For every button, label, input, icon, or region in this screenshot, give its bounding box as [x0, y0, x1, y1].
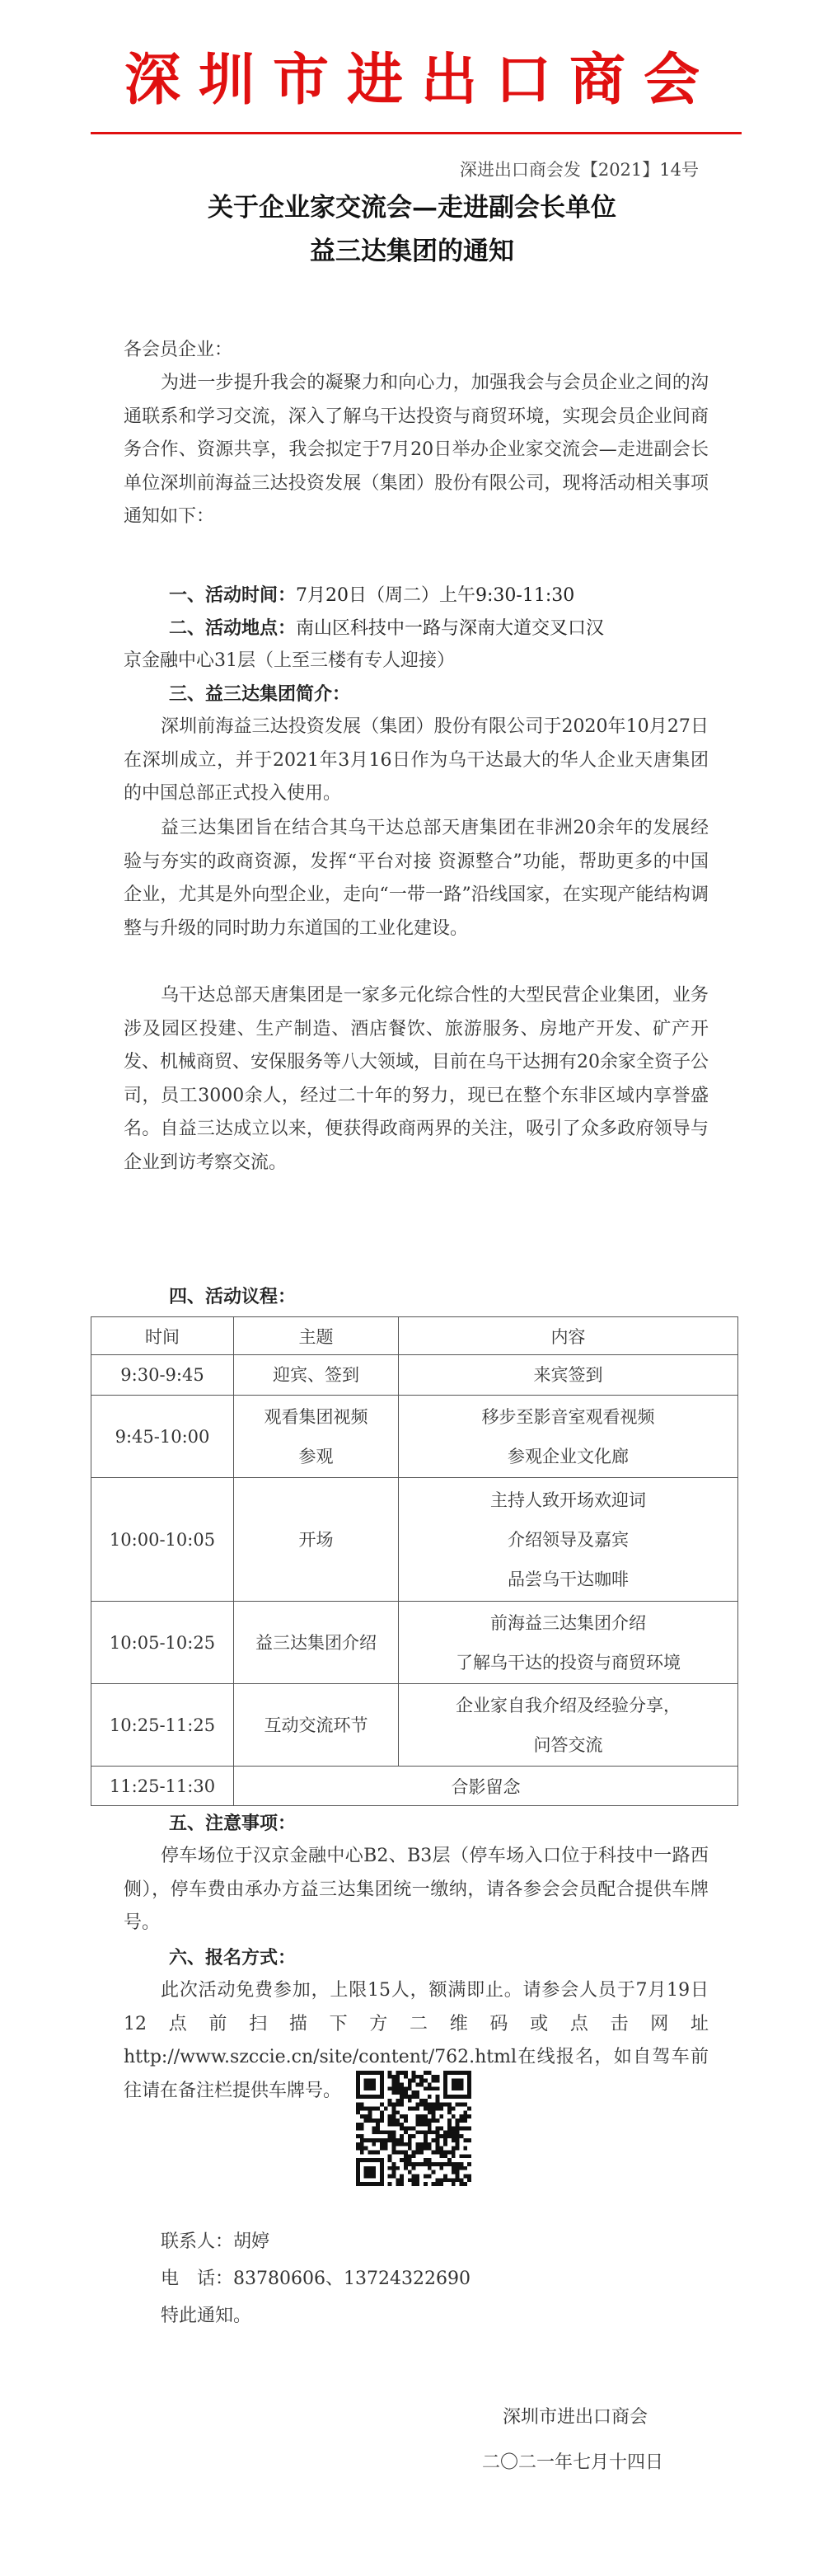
row-theme-line: 观看集团视频 [264, 1406, 368, 1427]
intro-paragraph: 为进一步提升我会的凝聚力和向心力，加强我会与会员企业之间的沟通联系和学习交流，深入了解乌干达投资与商贸环境，实现会员企业间商务合作、资源共享，我会拟定于7月20日举办企业家交流会—走进副会长单位深圳前海益三达投资发展（集团）股份有限公司，现将活动相关事项通知如下： [124, 373, 709, 527]
row-theme [234, 1602, 399, 1684]
section-notes-heading [169, 1807, 296, 1841]
table-row [91, 1396, 738, 1478]
row-time: 9:45-10:00 [91, 1396, 234, 1478]
section-time [169, 579, 574, 612]
org-letterhead: 深圳市进出口商会 [124, 48, 718, 113]
section-location-label: 二、活动地点： [169, 617, 297, 639]
row-theme [234, 1478, 399, 1602]
row-theme-line: 互动交流环节 [264, 1715, 368, 1735]
notice-title-line1: 关于企业家交流会—走进副会长单位 [208, 193, 616, 223]
company-intro-p2: 益三达集团旨在结合其乌干达总部天唐集团在非洲20余年的发展经验与夯实的政商资源，发挥“平台对接 资源整合”功能，帮助更多的中国企业，尤其是外向型企业，走向“一带一路”沿线国家，在实现产能结构调整与升级的同时助力东道国的工业化建设。 [124, 818, 709, 939]
row-content-line: 品尝乌干达咖啡 [508, 1569, 629, 1589]
row-theme-line: 参观 [298, 1446, 334, 1466]
contact-person: 联系人：胡婷 [161, 2231, 270, 2252]
row-content [399, 1684, 738, 1767]
row-time: 10:05-10:25 [91, 1602, 234, 1684]
section-agenda-label: 四、活动议程： [169, 1286, 297, 1307]
table-header-content: 内容 [399, 1317, 738, 1355]
section-time-label: 一、活动时间： [169, 584, 297, 606]
row-content-line: 问答交流 [533, 1734, 603, 1755]
registration-text: 此次活动免费参加，上限15人，额满即止。请参会人员于7月19日12点前扫描下方二维码或点击网址http://www.szccie.cn/site/content/762.html在线报名，如自驾车前往请在备注栏提供车牌号。 [124, 1980, 709, 2101]
table-row [91, 1684, 738, 1767]
row-theme [234, 1355, 399, 1396]
document-number: 深进出口商会发【2021】14号 [459, 160, 699, 180]
table-header-row [91, 1317, 738, 1355]
salutation: 各会员企业： [124, 340, 233, 360]
row-content-line: 移步至影音室观看视频 [481, 1406, 655, 1427]
section-time-value: 7月20日（周二）上午9:30-11:30 [296, 585, 575, 606]
row-theme-line: 益三达集团介绍 [255, 1632, 377, 1653]
table-row [91, 1602, 738, 1684]
row-content-line: 企业家自我介绍及经验分享， [456, 1695, 681, 1715]
row-time: 10:00-10:05 [91, 1478, 234, 1602]
row-theme-line: 迎宾、签到 [273, 1365, 359, 1385]
section-registration-label: 六、报名方式： [169, 1947, 297, 1968]
table-row [91, 1355, 738, 1396]
section-location-value: 南山区科技中一路与深南大道交叉口汉 [296, 618, 605, 639]
row-merged-content: 合影留念 [234, 1767, 738, 1806]
signature-org: 深圳市进出口商会 [503, 2407, 648, 2428]
row-time: 9:30-9:45 [91, 1355, 234, 1396]
parking-notes: 停车场位于汉京金融中心B2、B3层（停车场入口位于科技中一路西侧），停车费由承办方益三达集团统一缴纳，请各参会会员配合提供车牌号。 [124, 1846, 709, 1933]
row-time: 10:25-11:25 [91, 1684, 234, 1767]
company-intro-p3: 乌干达总部天唐集团是一家多元化综合性的大型民营企业集团，业务涉及园区投建、生产制造、酒店餐饮、旅游服务、房地产开发、矿产开发、机械商贸、安保服务等八大领域，目前在乌干达拥有20余家全资子公司，员工3000余人，经过二十年的努力，现已在整个东非区域内享誉盛名。自益三达成立以来，便获得政商两界的关注，吸引了众多政府领导与企业到访考察交流。 [124, 985, 709, 1173]
row-content-line: 介绍领导及嘉宾 [508, 1529, 629, 1550]
row-theme [234, 1396, 399, 1478]
row-content-line: 前海益三达集团介绍 [490, 1612, 646, 1633]
section-intro-heading [169, 678, 350, 711]
row-content [399, 1355, 738, 1396]
registration-qr-code[interactable] [356, 2071, 471, 2186]
letterhead-divider [91, 132, 742, 134]
row-time: 11:25-11:30 [91, 1767, 234, 1806]
row-content [399, 1602, 738, 1684]
notice-title-line2: 益三达集团的通知 [310, 237, 514, 266]
row-content-line: 来宾签到 [533, 1365, 603, 1385]
row-content-line: 主持人致开场欢迎词 [490, 1490, 646, 1510]
agenda-table [91, 1316, 738, 1806]
table-row [91, 1767, 738, 1806]
row-content-line: 了解乌干达的投资与商贸环境 [456, 1652, 681, 1673]
section-registration-heading [169, 1941, 296, 1975]
section-notes-label: 五、注意事项： [169, 1813, 297, 1834]
section-agenda-heading [169, 1280, 296, 1314]
section-location [169, 612, 604, 645]
table-header-theme: 主题 [234, 1317, 399, 1355]
contact-phone: 电 话：83780606、13724322690 [161, 2269, 471, 2289]
company-intro-p1: 深圳前海益三达投资发展（集团）股份有限公司于2020年10月27日在深圳成立，并于2021年3月16日作为乌干达最大的华人企业天唐集团的中国总部正式投入使用。 [124, 716, 709, 804]
section-location-value-cont: 京金融中心31层（上至三楼有专人迎接） [124, 650, 455, 671]
table-header-time: 时间 [91, 1317, 234, 1355]
row-content [399, 1396, 738, 1478]
table-row [91, 1478, 738, 1602]
signature-date: 二〇二一年七月十四日 [482, 2452, 664, 2473]
row-theme [234, 1684, 399, 1767]
section-intro-label: 三、益三达集团简介： [169, 683, 351, 705]
row-content [399, 1478, 738, 1602]
closing-remark: 特此通知。 [161, 2306, 252, 2326]
row-content-line: 参观企业文化廊 [508, 1446, 629, 1466]
row-theme-line: 开场 [298, 1529, 334, 1550]
